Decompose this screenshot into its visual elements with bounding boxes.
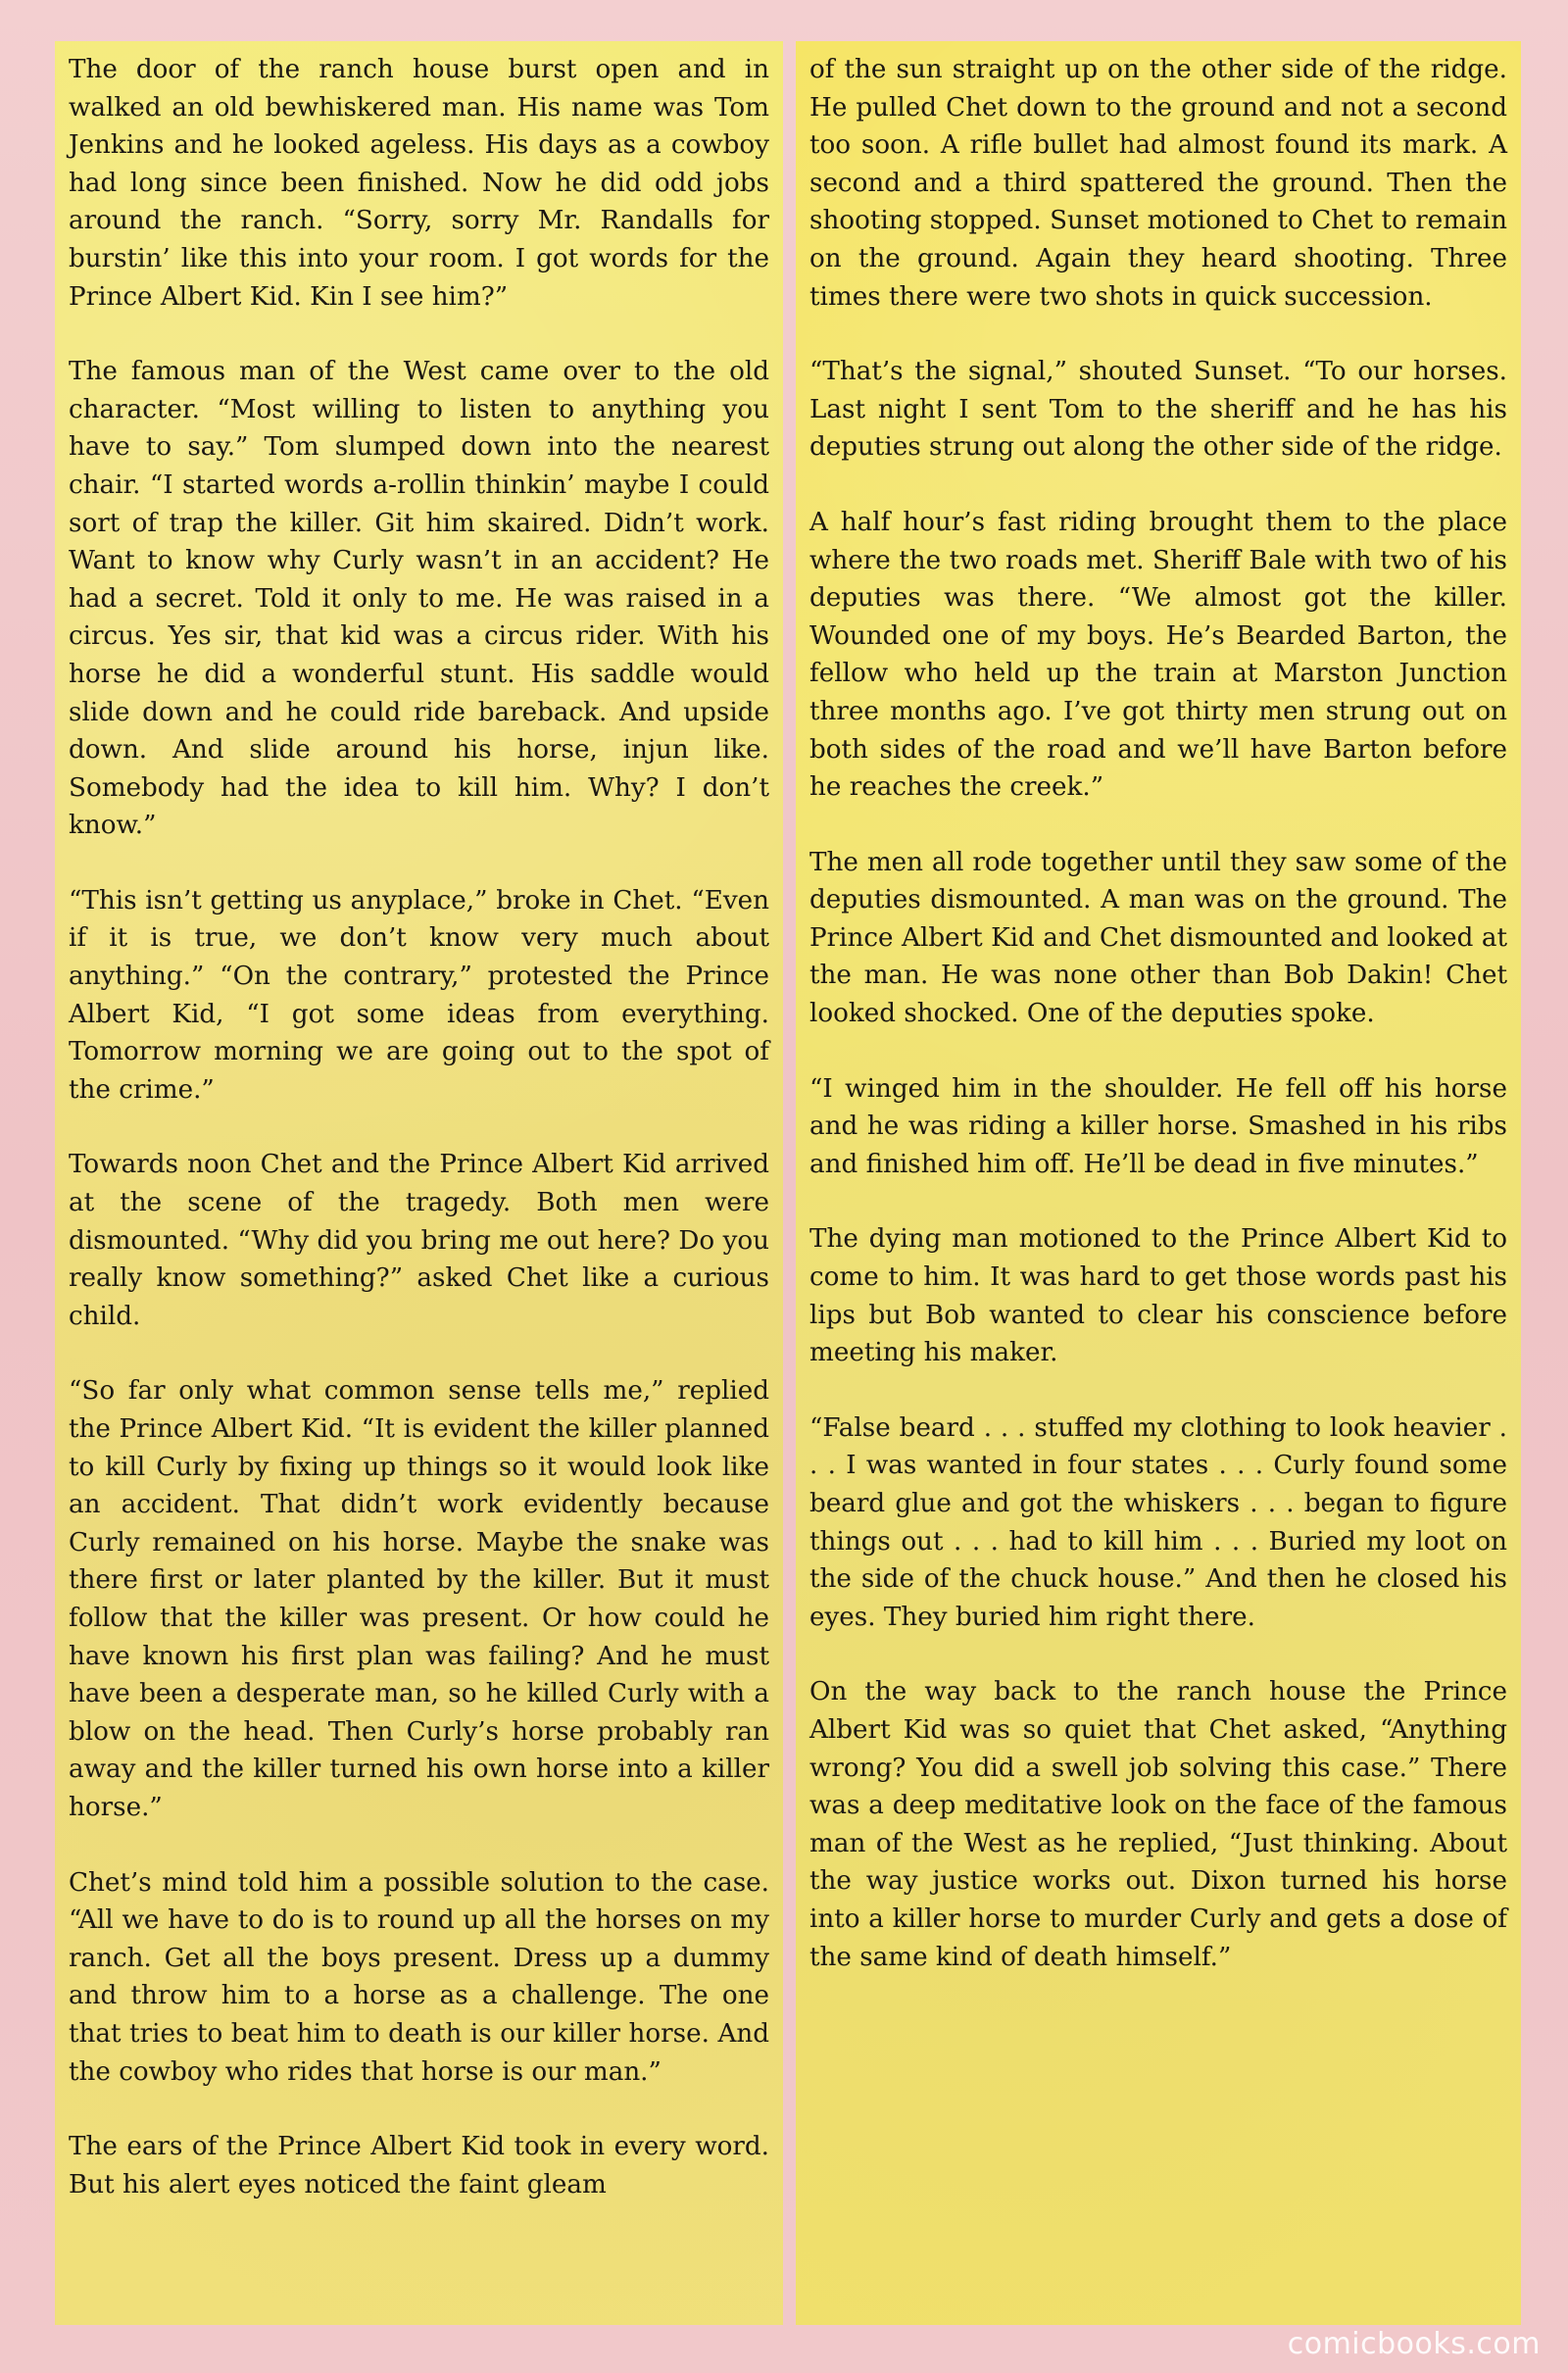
paragraph: “I winged him in the shoulder. He fell off his horse and he was riding a killer horse. Smashed in his ribs and finished him off. He’ll be dead in five minutes.”	[809, 1073, 1507, 1179]
left-text-column	[55, 41, 783, 2325]
paragraph: “So far only what common sense tells me,” replied the Prince Albert Kid. “It is evident the killer planned to kill Curly by fixing up things so it would look like an accident. That didn’t work evidently because Curly remained on his horse. Maybe the snake was there first or later planted by the killer. But it must follow that the killer was present. Or how could he have known his first plan was failing? And he must have been a desperate man, so he killed Curly with a blow on the head. Then Curly’s horse probably ran away and the killer turned his own horse into a killer horse.”	[69, 1376, 769, 1822]
paragraph: Towards noon Chet and the Prince Albert Kid arrived at the scene of the tragedy. Both men were dismounted. “Why did you bring me out here? Do you really know something?” asked Chet like a curious child.	[69, 1150, 769, 1331]
paragraph: Chet’s mind told him a possible solution to the case. “All we have to do is to round up all the horses on my ranch. Get all the boys present. Dress up a dummy and throw him to a horse as a challenge. The one that tries to beat him to death is our killer horse. And the cowboy who rides that horse is our man.”	[69, 1867, 769, 2087]
right-text-column	[796, 41, 1521, 2325]
paragraph: “This isn’t getting us anyplace,” broke in Chet. “Even if it is true, we don’t know very much about anything.” “On the contrary,” protested the Prince Albert Kid, “I got some ideas from everything. Tomorrow morning we are going out to the spot of the crime.”	[69, 885, 769, 1105]
paragraph: The door of the ranch house burst open and in walked an old bewhiskered man. His name was Tom Jenkins and he looked ageless. His days as a cowboy had long since been finished. Now he did odd jobs around the ranch. “Sorry, sorry Mr. Randalls for burstin’ like this into your room. I got words for the Prince Albert Kid. Kin I see him?”	[69, 55, 769, 312]
site-watermark: comicbooks.com	[1287, 2327, 1541, 2361]
paragraph: “That’s the signal,” shouted Sunset. “To our horses. Last night I sent Tom to the sheriff and he has his deputies strung out along the other side of the ridge.	[809, 357, 1507, 463]
paragraph: A half hour’s fast riding brought them to the place where the two roads met. Sheriff Bale with two of his deputies was there. “We almost got the killer. Wounded one of my boys. He’s Bearded Barton, the fellow who held up the train at Marston Junction three months ago. I’ve got thirty men strung out on both sides of the road and we’ll have Barton before he reaches the creek.”	[809, 507, 1507, 803]
paragraph: The ears of the Prince Albert Kid took in every word. But his alert eyes noticed the faint gleam	[69, 2132, 769, 2200]
paragraph: The famous man of the West came over to the old character. “Most willing to listen to anything you have to say.” Tom slumped down into the nearest chair. “I started words a-rollin thinkin’ maybe I could sort of trap the killer. Git him skaired. Didn’t work. Want to know why Curly wasn’t in an accident? He had a secret. Told it only to me. He was raised in a circus. Yes sir, that kid was a circus rider. With his horse he did a wonderful stunt. His saddle would slide down and he could ride bareback. And upside down. And slide around his horse, injun like. Somebody had the idea to kill him. Why? I don’t know.”	[69, 357, 769, 841]
paragraph: The dying man motioned to the Prince Albert Kid to come to him. It was hard to get those words past his lips but Bob wanted to clear his conscience before meeting his maker.	[809, 1224, 1507, 1368]
paragraph: On the way back to the ranch house the Prince Albert Kid was so quiet that Chet asked, “Anything wrong? You did a swell job solving this case.” There was a deep meditative look on the face of the famous man of the West as he replied, “Just thinking. About the way justice works out. Dixon turned his horse into a killer horse to murder Curly and gets a dose of the same kind of death himself.”	[809, 1677, 1507, 1972]
paragraph: of the sun straight up on the other side of the ridge. He pulled Chet down to the ground and not a second too soon. A rifle bullet had almost found its mark. A second and a third spattered the ground. Then the shooting stopped. Sunset motioned to Chet to remain on the ground. Again they heard shooting. Three times there were two shots in quick succession.	[809, 55, 1507, 312]
paragraph: The men all rode together until they saw some of the deputies dismounted. A man was on the ground. The Prince Albert Kid and Chet dismounted and looked at the man. He was none other than Bob Dakin! Chet looked shocked. One of the deputies spoke.	[809, 847, 1507, 1029]
paragraph: “False beard . . . stuffed my clothing to look heavier . . . I was wanted in four states . . . Curly found some beard glue and got the whiskers . . . began to figure things out . . . had to kill him . . . Buried my loot on the side of the chuck house.” And then he closed his eyes. They buried him right there.	[809, 1412, 1507, 1632]
